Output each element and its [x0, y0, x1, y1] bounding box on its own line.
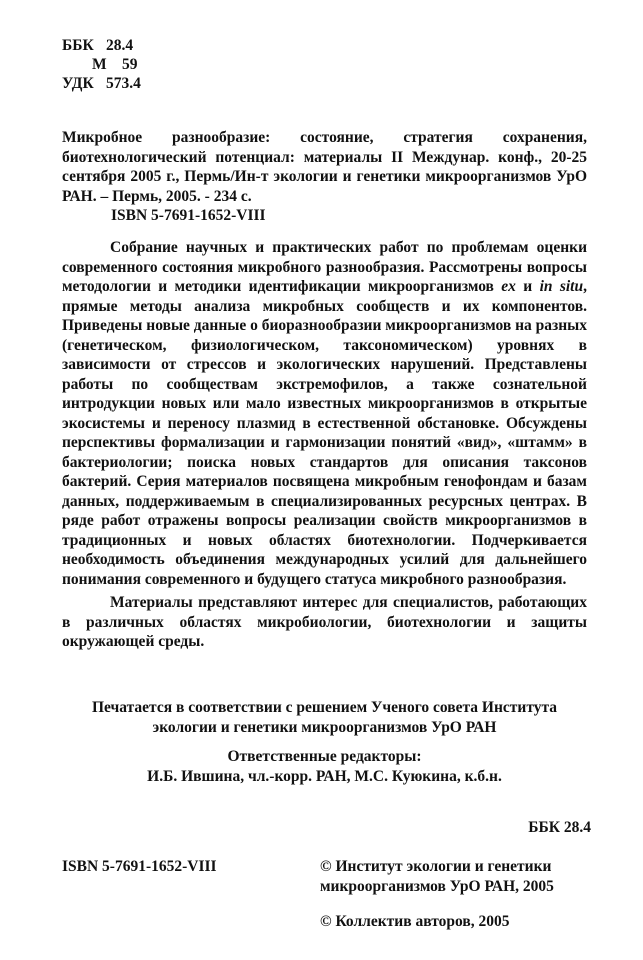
bibliographic-description — [62, 128, 587, 206]
code-value: 28.4 — [106, 37, 134, 54]
audience-paragraph: Материалы представляют интерес для специалистов, работающих в различных областях микробиологии, биотехнологии и защиты окружающей среды. — [62, 594, 587, 650]
abstract-italic-in-situ: in situ — [539, 278, 584, 295]
code-value: 573.4 — [106, 75, 141, 92]
code-udk — [62, 74, 141, 93]
copyright-block — [320, 857, 600, 932]
abstract-italic-ex: ex — [501, 278, 516, 295]
editors-heading: Ответственные редакторы: — [227, 748, 422, 765]
code-key: ББК — [62, 37, 94, 54]
copyright-line: © Коллектив авторов, 2005 — [320, 913, 510, 930]
code-value: 59 — [122, 56, 138, 73]
publication-approval — [62, 698, 587, 737]
publication-details: : материалы II Междунар. конф., 20-25 сентября 2005 г., Пермь/Ин-т экологии и генетики микроорганизмов УрО РАН. – Пермь, 2005. - 234 с. — [62, 148, 587, 205]
copyright-line: микроорганизмов УрО РАН, 2005 — [320, 877, 554, 895]
code-key: УДК — [62, 75, 94, 92]
approval-line: экологии и генетики микроорганизмов УрО РАН — [152, 718, 497, 736]
classification-codes — [62, 36, 141, 93]
copyright-line: © Институт экологии и генетики — [320, 858, 552, 875]
code-m — [62, 55, 141, 74]
abstract — [62, 238, 587, 652]
isbn-top: ISBN 5-7691-1652-VIII — [111, 207, 266, 224]
isbn-bottom: ISBN 5-7691-1652-VIII — [62, 858, 217, 875]
code-bbk — [62, 36, 141, 55]
abstract-text: Собрание научных и практических работ по проблемам оценки современного состояния микробного разнообразия. Рассмотрены вопросы методологии и методики идентификации микроорганизмов — [62, 239, 587, 295]
editors-names: И.Б. Ившина, чл.-корр. РАН, М.С. Куюкина, к.б.н. — [147, 767, 502, 785]
abstract-text: , прямые методы анализа микробных сообществ и их компонентов. Приведены новые данные о биоразнообразии микроорганизмов на разных (генетическом, физиологическом, таксономическом) уровнях в зависимости от стрессов и экологических нарушений. Представлены работы по сообществам экстремофилов, а также сознательной интродукции новых или мало известных микроорганизмов в открытые экосистемы и переносу плазмид в естественной обстановке. Обсуждены перспективы формализации и гармонизации понятий «вид», «штамм» в бактериологии; поиска новых стандартов для описания таксонов бактерий. Серия материалов посвящена микробным генофондам и базам данных, поддерживаемым в специализированных ресурсных центрах. В ряде работ отражены вопросы реализации свойств микроорганизмов в традиционных и новых областях биотехнологии. Подчеркивается необходимость объединения международных усилий для дальнейшего понимания современного и будущего статуса микробного разнообразия. — [62, 278, 588, 588]
approval-line: Печатается в соответствии с решением Ученого совета Института — [91, 699, 558, 716]
code-key: М — [92, 56, 107, 73]
abstract-paragraph — [62, 238, 587, 589]
bbk-bottom: ББК 28.4 — [528, 819, 591, 836]
editors-block — [62, 747, 587, 786]
abstract-text: и — [515, 278, 540, 295]
book-title: Микробное разнообразие: состояние, стратегия сохранения, биотехнологический потенциал — [62, 129, 587, 166]
